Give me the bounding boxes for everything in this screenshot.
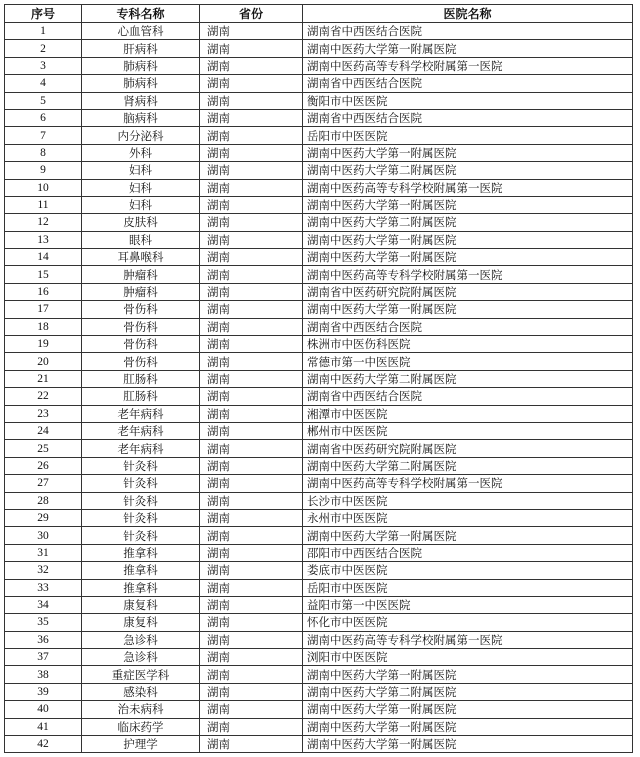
table-row	[5, 422, 633, 439]
cell-hospital: 湖南省中西医结合医院	[303, 109, 633, 126]
header-specialty: 专科名称	[82, 5, 200, 23]
cell-no: 6	[5, 109, 82, 126]
cell-hospital: 岳阳市中医医院	[303, 127, 633, 144]
table-row	[5, 40, 633, 57]
cell-specialty: 推拿科	[82, 579, 200, 596]
cell-province: 湖南	[200, 614, 303, 631]
cell-province: 湖南	[200, 301, 303, 318]
cell-no: 14	[5, 249, 82, 266]
table-row	[5, 683, 633, 700]
cell-no: 25	[5, 440, 82, 457]
cell-no: 20	[5, 353, 82, 370]
cell-province: 湖南	[200, 109, 303, 126]
table-row	[5, 144, 633, 161]
table-body	[5, 23, 633, 753]
table-row	[5, 509, 633, 526]
cell-province: 湖南	[200, 701, 303, 718]
cell-hospital: 浏阳市中医医院	[303, 649, 633, 666]
cell-province: 湖南	[200, 127, 303, 144]
cell-province: 湖南	[200, 92, 303, 109]
cell-specialty: 针灸科	[82, 457, 200, 474]
cell-specialty: 老年病科	[82, 422, 200, 439]
cell-hospital: 湖南中医药大学第二附属医院	[303, 457, 633, 474]
cell-province: 湖南	[200, 492, 303, 509]
cell-specialty: 妇科	[82, 179, 200, 196]
cell-specialty: 肿瘤科	[82, 283, 200, 300]
table-row	[5, 162, 633, 179]
table-row	[5, 614, 633, 631]
cell-province: 湖南	[200, 631, 303, 648]
cell-province: 湖南	[200, 370, 303, 387]
cell-no: 7	[5, 127, 82, 144]
cell-specialty: 心血管科	[82, 23, 200, 40]
cell-specialty: 感染科	[82, 683, 200, 700]
table-row	[5, 718, 633, 735]
cell-no: 2	[5, 40, 82, 57]
cell-specialty: 护理学	[82, 736, 200, 753]
cell-specialty: 皮肤科	[82, 214, 200, 231]
table-row	[5, 440, 633, 457]
cell-specialty: 治未病科	[82, 701, 200, 718]
cell-province: 湖南	[200, 353, 303, 370]
cell-province: 湖南	[200, 266, 303, 283]
table-row	[5, 318, 633, 335]
cell-no: 4	[5, 75, 82, 92]
cell-no: 19	[5, 336, 82, 353]
cell-hospital: 湖南中医药大学第一附属医院	[303, 701, 633, 718]
header-no: 序号	[5, 5, 82, 23]
cell-no: 22	[5, 388, 82, 405]
cell-province: 湖南	[200, 57, 303, 74]
cell-hospital: 湖南中医药大学第二附属医院	[303, 683, 633, 700]
table-row	[5, 179, 633, 196]
table-row	[5, 249, 633, 266]
cell-no: 17	[5, 301, 82, 318]
cell-hospital: 湖南中医药大学第一附属医院	[303, 144, 633, 161]
table-row	[5, 92, 633, 109]
cell-province: 湖南	[200, 405, 303, 422]
table-row	[5, 596, 633, 613]
cell-province: 湖南	[200, 736, 303, 753]
cell-no: 21	[5, 370, 82, 387]
cell-hospital: 常德市第一中医医院	[303, 353, 633, 370]
cell-province: 湖南	[200, 162, 303, 179]
cell-province: 湖南	[200, 214, 303, 231]
cell-hospital: 湖南中医药大学第二附属医院	[303, 162, 633, 179]
cell-hospital: 湖南中医药大学第一附属医院	[303, 231, 633, 248]
cell-province: 湖南	[200, 336, 303, 353]
cell-specialty: 肺病科	[82, 57, 200, 74]
cell-hospital: 湖南省中西医结合医院	[303, 75, 633, 92]
cell-hospital: 衡阳市中医医院	[303, 92, 633, 109]
cell-specialty: 肿瘤科	[82, 266, 200, 283]
table-row	[5, 701, 633, 718]
table-row	[5, 492, 633, 509]
cell-province: 湖南	[200, 527, 303, 544]
cell-no: 12	[5, 214, 82, 231]
cell-province: 湖南	[200, 562, 303, 579]
cell-hospital: 湖南省中医药研究院附属医院	[303, 283, 633, 300]
cell-specialty: 妇科	[82, 196, 200, 213]
table-header-row	[5, 5, 633, 23]
cell-province: 湖南	[200, 23, 303, 40]
cell-no: 1	[5, 23, 82, 40]
cell-specialty: 骨伤科	[82, 301, 200, 318]
cell-province: 湖南	[200, 440, 303, 457]
cell-no: 16	[5, 283, 82, 300]
cell-no: 36	[5, 631, 82, 648]
cell-province: 湖南	[200, 666, 303, 683]
cell-province: 湖南	[200, 579, 303, 596]
table-row	[5, 649, 633, 666]
cell-specialty: 肛肠科	[82, 388, 200, 405]
cell-province: 湖南	[200, 75, 303, 92]
cell-hospital: 湖南中医药高等专科学校附属第一医院	[303, 57, 633, 74]
hospital-specialty-table	[4, 4, 633, 753]
cell-province: 湖南	[200, 544, 303, 561]
cell-hospital: 湖南中医药大学第一附属医院	[303, 249, 633, 266]
cell-specialty: 重症医学科	[82, 666, 200, 683]
cell-specialty: 推拿科	[82, 544, 200, 561]
cell-no: 41	[5, 718, 82, 735]
table-row	[5, 475, 633, 492]
cell-hospital: 湖南中医药高等专科学校附属第一医院	[303, 475, 633, 492]
cell-no: 33	[5, 579, 82, 596]
table-row	[5, 336, 633, 353]
table-row	[5, 214, 633, 231]
cell-hospital: 湖南中医药大学第一附属医院	[303, 736, 633, 753]
cell-hospital: 湖南中医药高等专科学校附属第一医院	[303, 631, 633, 648]
cell-province: 湖南	[200, 683, 303, 700]
cell-specialty: 肛肠科	[82, 370, 200, 387]
table-row	[5, 457, 633, 474]
table-row	[5, 631, 633, 648]
cell-specialty: 骨伤科	[82, 336, 200, 353]
cell-specialty: 临床药学	[82, 718, 200, 735]
cell-hospital: 郴州市中医医院	[303, 422, 633, 439]
cell-hospital: 长沙市中医医院	[303, 492, 633, 509]
cell-hospital: 湘潭市中医医院	[303, 405, 633, 422]
cell-specialty: 内分泌科	[82, 127, 200, 144]
cell-no: 38	[5, 666, 82, 683]
cell-province: 湖南	[200, 457, 303, 474]
cell-specialty: 骨伤科	[82, 318, 200, 335]
cell-specialty: 针灸科	[82, 492, 200, 509]
cell-no: 10	[5, 179, 82, 196]
table-row	[5, 301, 633, 318]
cell-no: 18	[5, 318, 82, 335]
table-row	[5, 405, 633, 422]
cell-hospital: 湖南中医药大学第一附属医院	[303, 666, 633, 683]
cell-hospital: 湖南中医药大学第一附属医院	[303, 196, 633, 213]
cell-specialty: 针灸科	[82, 527, 200, 544]
cell-no: 27	[5, 475, 82, 492]
cell-province: 湖南	[200, 144, 303, 161]
cell-province: 湖南	[200, 318, 303, 335]
cell-no: 42	[5, 736, 82, 753]
cell-no: 39	[5, 683, 82, 700]
cell-no: 37	[5, 649, 82, 666]
table-row	[5, 370, 633, 387]
cell-province: 湖南	[200, 475, 303, 492]
cell-specialty: 推拿科	[82, 562, 200, 579]
cell-hospital: 邵阳市中西医结合医院	[303, 544, 633, 561]
cell-specialty: 外科	[82, 144, 200, 161]
table-row	[5, 266, 633, 283]
cell-province: 湖南	[200, 388, 303, 405]
cell-specialty: 针灸科	[82, 509, 200, 526]
table-row	[5, 527, 633, 544]
table-row	[5, 283, 633, 300]
cell-hospital: 湖南省中西医结合医院	[303, 23, 633, 40]
cell-specialty: 肺病科	[82, 75, 200, 92]
cell-hospital: 湖南中医药大学第一附属医院	[303, 527, 633, 544]
table-row	[5, 23, 633, 40]
cell-no: 9	[5, 162, 82, 179]
cell-hospital: 株洲市中医伤科医院	[303, 336, 633, 353]
cell-no: 28	[5, 492, 82, 509]
cell-no: 13	[5, 231, 82, 248]
cell-province: 湖南	[200, 422, 303, 439]
cell-no: 30	[5, 527, 82, 544]
cell-hospital: 湖南中医药大学第二附属医院	[303, 214, 633, 231]
cell-no: 3	[5, 57, 82, 74]
cell-no: 29	[5, 509, 82, 526]
cell-specialty: 康复科	[82, 596, 200, 613]
cell-specialty: 肾病科	[82, 92, 200, 109]
cell-specialty: 针灸科	[82, 475, 200, 492]
table-row	[5, 109, 633, 126]
cell-province: 湖南	[200, 718, 303, 735]
cell-province: 湖南	[200, 179, 303, 196]
table-row	[5, 666, 633, 683]
cell-no: 32	[5, 562, 82, 579]
cell-specialty: 老年病科	[82, 440, 200, 457]
cell-province: 湖南	[200, 649, 303, 666]
header-province: 省份	[200, 5, 303, 23]
table-row	[5, 736, 633, 753]
cell-hospital: 娄底市中医医院	[303, 562, 633, 579]
table-row	[5, 579, 633, 596]
cell-specialty: 老年病科	[82, 405, 200, 422]
cell-specialty: 肝病科	[82, 40, 200, 57]
cell-no: 5	[5, 92, 82, 109]
cell-specialty: 眼科	[82, 231, 200, 248]
table-row	[5, 196, 633, 213]
cell-no: 31	[5, 544, 82, 561]
cell-no: 15	[5, 266, 82, 283]
table-row	[5, 127, 633, 144]
cell-hospital: 湖南中医药高等专科学校附属第一医院	[303, 266, 633, 283]
cell-no: 35	[5, 614, 82, 631]
cell-no: 8	[5, 144, 82, 161]
cell-hospital: 湖南中医药高等专科学校附属第一医院	[303, 179, 633, 196]
table-row	[5, 231, 633, 248]
cell-hospital: 湖南中医药大学第一附属医院	[303, 40, 633, 57]
table-row	[5, 544, 633, 561]
table-row	[5, 75, 633, 92]
table-row	[5, 353, 633, 370]
table-row	[5, 388, 633, 405]
cell-specialty: 耳鼻喉科	[82, 249, 200, 266]
cell-specialty: 康复科	[82, 614, 200, 631]
cell-hospital: 湖南省中西医结合医院	[303, 318, 633, 335]
cell-specialty: 急诊科	[82, 631, 200, 648]
cell-hospital: 湖南中医药大学第一附属医院	[303, 718, 633, 735]
cell-hospital: 岳阳市中医医院	[303, 579, 633, 596]
cell-province: 湖南	[200, 283, 303, 300]
cell-hospital: 怀化市中医医院	[303, 614, 633, 631]
cell-province: 湖南	[200, 509, 303, 526]
cell-province: 湖南	[200, 596, 303, 613]
cell-hospital: 湖南省中医药研究院附属医院	[303, 440, 633, 457]
cell-no: 40	[5, 701, 82, 718]
cell-specialty: 妇科	[82, 162, 200, 179]
cell-province: 湖南	[200, 231, 303, 248]
cell-specialty: 脑病科	[82, 109, 200, 126]
cell-hospital: 湖南中医药大学第一附属医院	[303, 301, 633, 318]
cell-no: 24	[5, 422, 82, 439]
cell-hospital: 湖南省中西医结合医院	[303, 388, 633, 405]
cell-no: 26	[5, 457, 82, 474]
cell-no: 11	[5, 196, 82, 213]
cell-province: 湖南	[200, 196, 303, 213]
cell-no: 34	[5, 596, 82, 613]
table-row	[5, 57, 633, 74]
header-hospital: 医院名称	[303, 5, 633, 23]
cell-province: 湖南	[200, 249, 303, 266]
cell-no: 23	[5, 405, 82, 422]
cell-specialty: 骨伤科	[82, 353, 200, 370]
cell-province: 湖南	[200, 40, 303, 57]
cell-specialty: 急诊科	[82, 649, 200, 666]
cell-hospital: 永州市中医医院	[303, 509, 633, 526]
cell-hospital: 益阳市第一中医医院	[303, 596, 633, 613]
table-row	[5, 562, 633, 579]
cell-hospital: 湖南中医药大学第二附属医院	[303, 370, 633, 387]
